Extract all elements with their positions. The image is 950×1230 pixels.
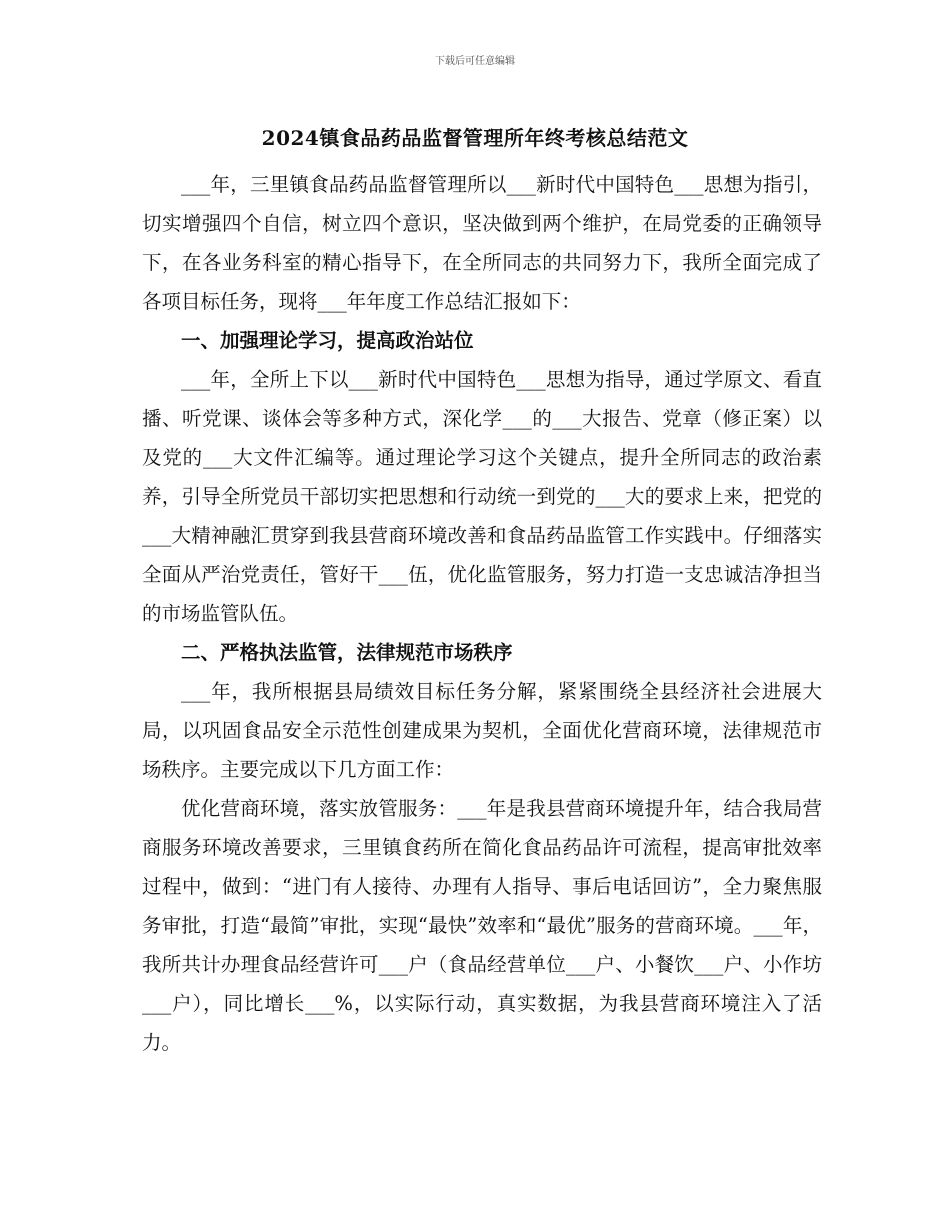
document-title: 2024镇食品药品监督管理所年终考核总结范文 [261,126,689,150]
section-2-paragraph-2: 优化营商环境，落实放管服务：___年是我县营商环境提升年，结合我局营商服务环境改善要求，三里镇食药所在简化食品药品许可流程，提高审批效率过程中，做到：“进门有人接待、办理有人指导、事后电话回访”，全力聚焦服务审批，打造“最简”审批，实现“最快”效率和“最优”服务的营商环境。___年，我所共计办理食品经营许可___户（食品经营单位___户、小餐饮___户、小作坊___户），同比增长___%，以实际行动，真实数据，为我县营商环境注入了活力。 [142,797,822,1054]
section-1-paragraph: ___年，全所上下以___新时代中国特色___思想为指导，通过学原文、看直播、听党课、谈体会等多种方式，深化学___的___大报告、党章（修正案）以及党的___大文件汇编等。通过理论学习这个关键点，提升全所同志的政治素养，引导全所党员干部切实把思想和行动统一到党的___大的要求上来，把党的___大精神融汇贯穿到我县营商环境改善和食品药品监管工作实践中。仔细落实全面从严治党责任，管好干___伍，优化监管服务，努力打造一支忠诚洁净担当的市场监管队伍。 [142,368,822,625]
header-note: 下载后可任意编辑 [435,56,515,67]
intro-paragraph: ___年，三里镇食品药品监督管理所以___新时代中国特色___思想为指引，切实增强四个自信，树立四个意识，坚决做到两个维护，在局党委的正确领导下，在各业务科室的精心指导下，在全所同志的共同努力下，我所全面完成了各项目标任务，现将___年年度工作总结汇报如下： [142,173,822,313]
section-heading-1: 一、加强理论学习，提高政治站位 [181,329,474,352]
document-body [142,165,822,1062]
section-heading-2: 二、严格执法监管，法律规范市场秩序 [181,641,513,664]
section-2-paragraph-1: ___年，我所根据县局绩效目标任务分解，紧紧围绕全县经济社会进展大局，以巩固食品安全示范性创建成果为契机，全面优化营商环境，法律规范市场秩序。主要完成以下几方面工作： [142,680,822,781]
